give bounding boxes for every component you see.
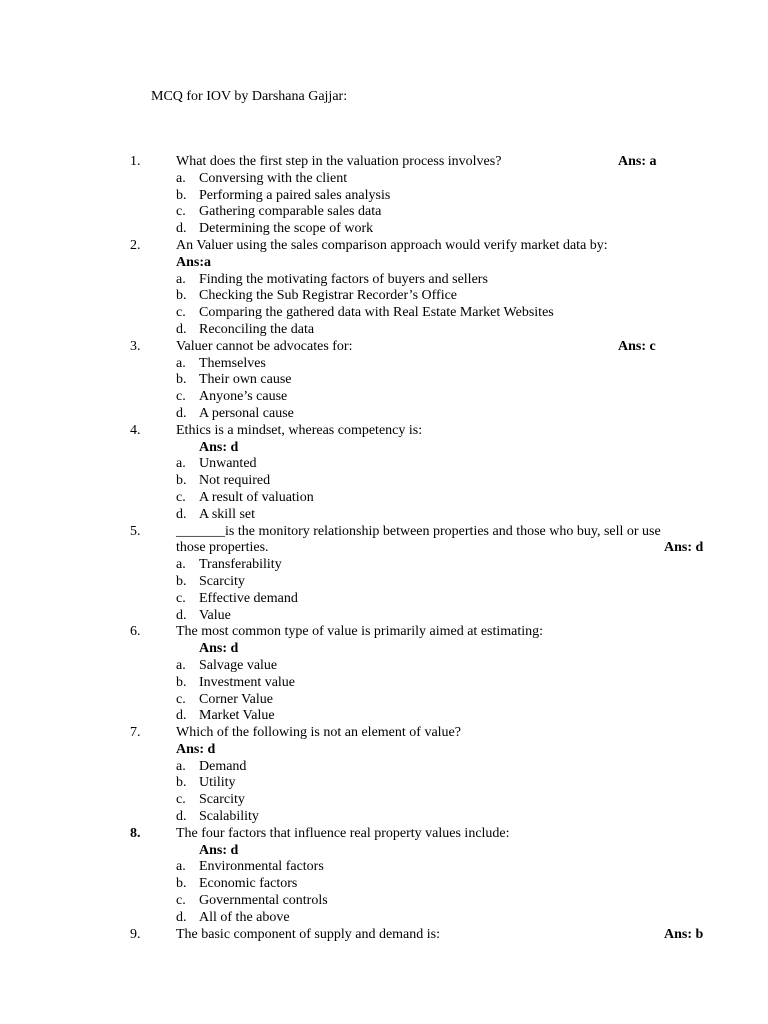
answer-row (0, 742, 768, 759)
option-text: Environmental factors (199, 859, 324, 875)
option-text: Scarcity (199, 792, 245, 808)
question-number: 8. (130, 825, 141, 841)
option-letter: d. (176, 321, 187, 337)
option-text: Comparing the gathered data with Real Estate Market Websites (199, 305, 554, 321)
option-row (0, 406, 768, 423)
answer-label: Ans: d (199, 439, 239, 455)
option-letter: a. (176, 859, 186, 875)
option-row (0, 708, 768, 725)
option-row (0, 473, 768, 490)
option-row (0, 910, 768, 927)
option-row (0, 322, 768, 339)
option-row (0, 288, 768, 305)
option-letter: b. (176, 876, 187, 892)
option-text: Utility (199, 775, 236, 791)
option-row (0, 221, 768, 238)
option-letter: a. (176, 355, 186, 371)
option-text: Checking the Sub Registrar Recorder’s Office (199, 288, 458, 304)
option-row (0, 188, 768, 205)
option-letter: d. (176, 909, 187, 925)
question-list (0, 154, 768, 943)
option-letter: a. (176, 271, 186, 287)
option-letter: c. (176, 590, 186, 606)
question-6 (0, 624, 768, 641)
question-text-cont: those properties. (176, 540, 269, 556)
option-letter: c. (176, 489, 186, 505)
option-row (0, 574, 768, 591)
option-letter: a. (176, 456, 186, 472)
option-row (0, 171, 768, 188)
option-text: A result of valuation (199, 489, 314, 505)
question-8 (0, 826, 768, 843)
question-text: An Valuer using the sales comparison approach would verify market data by: (176, 237, 608, 253)
option-text: A personal cause (199, 405, 294, 421)
option-row (0, 456, 768, 473)
option-text: A skill set (199, 506, 256, 522)
option-text: Finding the motivating factors of buyers and sellers (199, 271, 488, 287)
option-text: Themselves (199, 355, 266, 371)
option-row (0, 507, 768, 524)
option-text: Their own cause (199, 372, 292, 388)
answer-row (0, 843, 768, 860)
option-letter: b. (176, 288, 187, 304)
option-text: Effective demand (199, 590, 298, 606)
option-row (0, 775, 768, 792)
option-letter: b. (176, 573, 187, 589)
option-text: Transferability (199, 557, 282, 573)
question-text: _______is the monitory relationship between properties and those who buy, sell or use (176, 523, 661, 539)
question-1 (0, 154, 768, 171)
question-2 (0, 238, 768, 255)
option-row (0, 272, 768, 289)
option-text: All of the above (199, 909, 290, 925)
option-row (0, 490, 768, 507)
option-text: Corner Value (199, 691, 273, 707)
question-text: The four factors that influence real property values include: (176, 825, 510, 841)
option-text: Demand (199, 758, 247, 774)
option-text: Determining the scope of work (199, 221, 374, 237)
option-row (0, 876, 768, 893)
option-row (0, 204, 768, 221)
question-number: 3. (130, 338, 141, 354)
question-text: The most common type of value is primarily aimed at estimating: (176, 624, 544, 640)
option-letter: b. (176, 372, 187, 388)
option-letter: d. (176, 221, 187, 237)
option-text: Unwanted (199, 456, 257, 472)
question-number: 2. (130, 237, 141, 253)
option-row (0, 675, 768, 692)
answer-row (0, 641, 768, 658)
option-letter: b. (176, 187, 187, 203)
option-letter: c. (176, 893, 186, 909)
option-letter: d. (176, 506, 187, 522)
option-text: Scarcity (199, 573, 245, 589)
option-text: Economic factors (199, 876, 298, 892)
question-text: Valuer cannot be advocates for: (176, 338, 353, 354)
option-letter: d. (176, 607, 187, 623)
answer-label: Ans: a (618, 154, 657, 169)
option-letter: c. (176, 691, 186, 707)
question-7 (0, 725, 768, 742)
option-letter: c. (176, 204, 186, 220)
option-text: Investment value (199, 674, 296, 690)
option-text: Market Value (199, 708, 275, 724)
option-letter: a. (176, 758, 186, 774)
option-text: Salvage value (199, 657, 278, 673)
option-text: Performing a paired sales analysis (199, 187, 391, 203)
option-text: Reconciling the data (199, 321, 315, 337)
question-text: The basic component of supply and demand is: (176, 926, 440, 942)
option-letter: c. (176, 305, 186, 321)
question-number: 1. (130, 154, 141, 169)
answer-row (0, 255, 768, 272)
question-number: 9. (130, 926, 141, 942)
option-row (0, 658, 768, 675)
option-row (0, 389, 768, 406)
answer-label: Ans: d (199, 842, 239, 858)
question-5 (0, 524, 768, 541)
option-row (0, 692, 768, 709)
option-letter: c. (176, 389, 186, 405)
option-text: Scalability (199, 809, 259, 825)
answer-label: Ans: c (618, 338, 656, 354)
option-letter: c. (176, 792, 186, 808)
option-letter: a. (176, 657, 186, 673)
option-row (0, 809, 768, 826)
option-letter: d. (176, 708, 187, 724)
option-text: Value (199, 607, 231, 623)
answer-label: Ans: d (664, 540, 704, 556)
option-text: Anyone’s cause (199, 389, 288, 405)
answer-label: Ans: b (664, 926, 704, 942)
question-number: 6. (130, 624, 141, 640)
answer-row (0, 440, 768, 457)
question-3 (0, 339, 768, 356)
option-letter: b. (176, 473, 187, 489)
option-row (0, 859, 768, 876)
option-row (0, 557, 768, 574)
answer-label: Ans:a (176, 254, 212, 270)
question-continuation (0, 540, 768, 557)
option-letter: d. (176, 809, 187, 825)
question-number: 4. (130, 422, 141, 438)
option-letter: b. (176, 775, 187, 791)
answer-label: Ans: d (199, 641, 239, 657)
question-9 (0, 927, 768, 944)
option-row (0, 305, 768, 322)
question-number: 5. (130, 523, 141, 539)
option-row (0, 591, 768, 608)
document-title: MCQ for IOV by Darshana Gajjar: (151, 89, 348, 104)
question-text: What does the first step in the valuation process involves? (176, 154, 502, 169)
question-text: Ethics is a mindset, whereas competency is: (176, 422, 423, 438)
option-row (0, 356, 768, 373)
option-row (0, 893, 768, 910)
option-row (0, 372, 768, 389)
option-row (0, 608, 768, 625)
option-letter: a. (176, 557, 186, 573)
option-row (0, 792, 768, 809)
answer-label: Ans: d (176, 741, 216, 757)
option-letter: d. (176, 405, 187, 421)
option-text: Gathering comparable sales data (199, 204, 382, 220)
question-number: 7. (130, 725, 141, 741)
option-row (0, 759, 768, 776)
option-letter: b. (176, 674, 187, 690)
option-text: Governmental controls (199, 893, 328, 909)
option-text: Not required (199, 473, 271, 489)
question-4 (0, 423, 768, 440)
option-text: Conversing with the client (199, 170, 348, 186)
question-text: Which of the following is not an element of value? (176, 725, 461, 741)
option-letter: a. (176, 170, 186, 186)
